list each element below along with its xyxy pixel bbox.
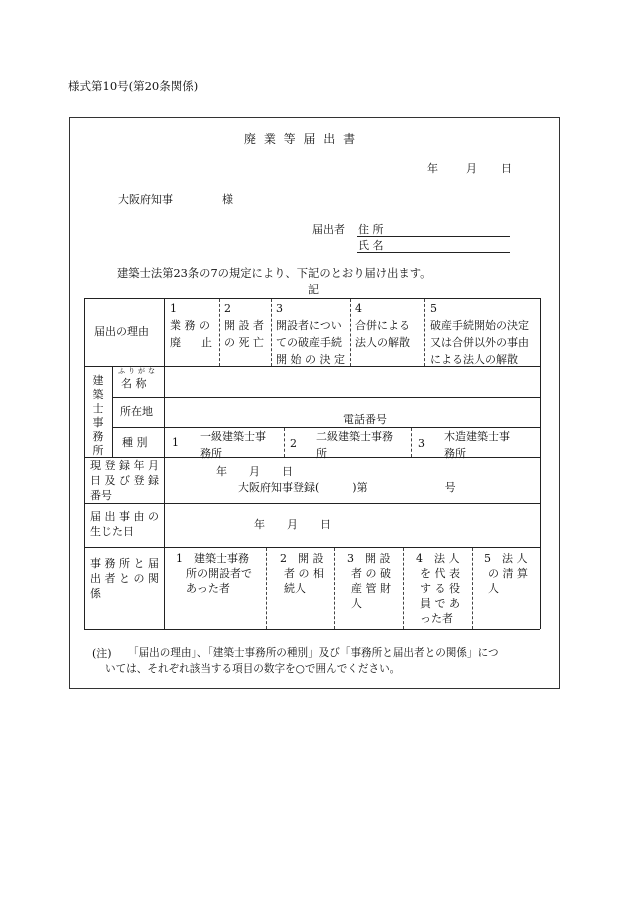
form-number: 様式第10号(第20条関係) [68, 79, 199, 93]
intro-text: 建築士法第23条の7の規定により、下記のとおり届け出ます。 [117, 267, 432, 280]
table-rule [112, 397, 540, 398]
registration-label: 現 登 録 年 月 日 及 び 登 録 番号 [90, 459, 159, 502]
note-line-2: いては、それぞれ該当する項目の数字を○で囲んでください。 [105, 663, 401, 675]
name-underline [357, 252, 510, 253]
dashed-rule [411, 428, 412, 457]
reason-option-2: 2 開 設 者 の 死 亡 [224, 302, 264, 349]
furigana-label: ふりがな [118, 367, 158, 375]
office-type-2: 二級建築士事務 所 [316, 430, 393, 460]
occurrence-date: 年 月 日 [254, 518, 331, 531]
relation-option-2: 2 開 設 者 の 相 続人 [280, 552, 324, 595]
office-type-1: 一級建築士事 務所 [200, 430, 266, 460]
address-underline [357, 236, 510, 237]
relation-option-3: 3 開 設 者 の 破 産 管 財 人 [347, 552, 391, 610]
dashed-rule [334, 548, 335, 629]
office-type-3: 木造建築士事 務所 [444, 430, 510, 460]
office-type-3-num: 3 [418, 437, 425, 450]
table-rule [164, 298, 165, 629]
note-line-1: 「届出の理由」、「建築士事務所の種別」及び「事務所と届出者との関係」につ [128, 647, 499, 659]
form-title: 廃 業 等 届 出 書 [244, 132, 358, 146]
dashed-rule [284, 428, 285, 457]
dashed-rule [350, 299, 351, 366]
office-phone-label: 電話番号 [343, 413, 387, 426]
ki-label: 記 [308, 283, 319, 296]
registration-date: 年 月 日 [216, 465, 293, 478]
date-year: 年 [427, 162, 438, 175]
relation-option-5: 5 法 人 の 清 算 人 [484, 552, 528, 595]
table-rule [84, 503, 540, 504]
registration-number: 大阪府知事登録( )第 号 [238, 481, 456, 494]
reason-option-1: 1 業 務 の 廃 止 [170, 302, 212, 349]
office-location-label: 所在地 [120, 405, 153, 418]
reason-option-3: 3 開設者につい ての破産手続 開 始 の 決 定 [276, 302, 345, 366]
dashed-rule [403, 548, 404, 629]
addressee-name: 大阪府知事 [118, 193, 173, 206]
applicant-name-label: 氏 名 [358, 239, 384, 252]
office-type-2-num: 2 [290, 437, 297, 450]
office-name-label: 名 称 [121, 377, 147, 390]
date-month: 月 [466, 162, 477, 175]
dashed-rule [219, 299, 220, 366]
relation-option-4: 4 法 人 を 代 表 す る 役 員 で あ った者 [416, 552, 460, 625]
office-type-label: 種 別 [122, 436, 148, 449]
reason-label: 届出の理由 [94, 325, 149, 338]
dashed-rule [424, 299, 425, 366]
note-label: (注) [92, 647, 112, 660]
dashed-rule [472, 548, 473, 629]
table-rule [540, 298, 541, 629]
applicant-address-label: 住 所 [358, 223, 384, 236]
date-day: 日 [501, 162, 512, 175]
office-type-1-num: 1 [172, 436, 179, 449]
relation-option-1: 1 建築士事務 所の開設者で あった者 [176, 552, 252, 595]
occurrence-label: 届 出 事 由 の 生じた日 [90, 510, 159, 538]
table-rule [84, 629, 540, 630]
relation-label: 事 務 所 と 届 出 者 と の 関 係 [90, 557, 159, 600]
office-group-label: 建築士事務所 [92, 374, 104, 457]
table-rule [84, 298, 85, 629]
applicant-label: 届出者 [312, 223, 345, 236]
reason-option-5: 5 破産手続開始の決定 又は合併以外の事由 による法人の解散 [430, 302, 529, 366]
table-rule [112, 366, 113, 457]
dashed-rule [266, 548, 267, 629]
addressee-honorific: 様 [222, 193, 233, 206]
table-rule [84, 298, 540, 299]
dashed-rule [271, 299, 272, 366]
reason-option-4: 4 合併による 法人の解散 [355, 302, 410, 349]
